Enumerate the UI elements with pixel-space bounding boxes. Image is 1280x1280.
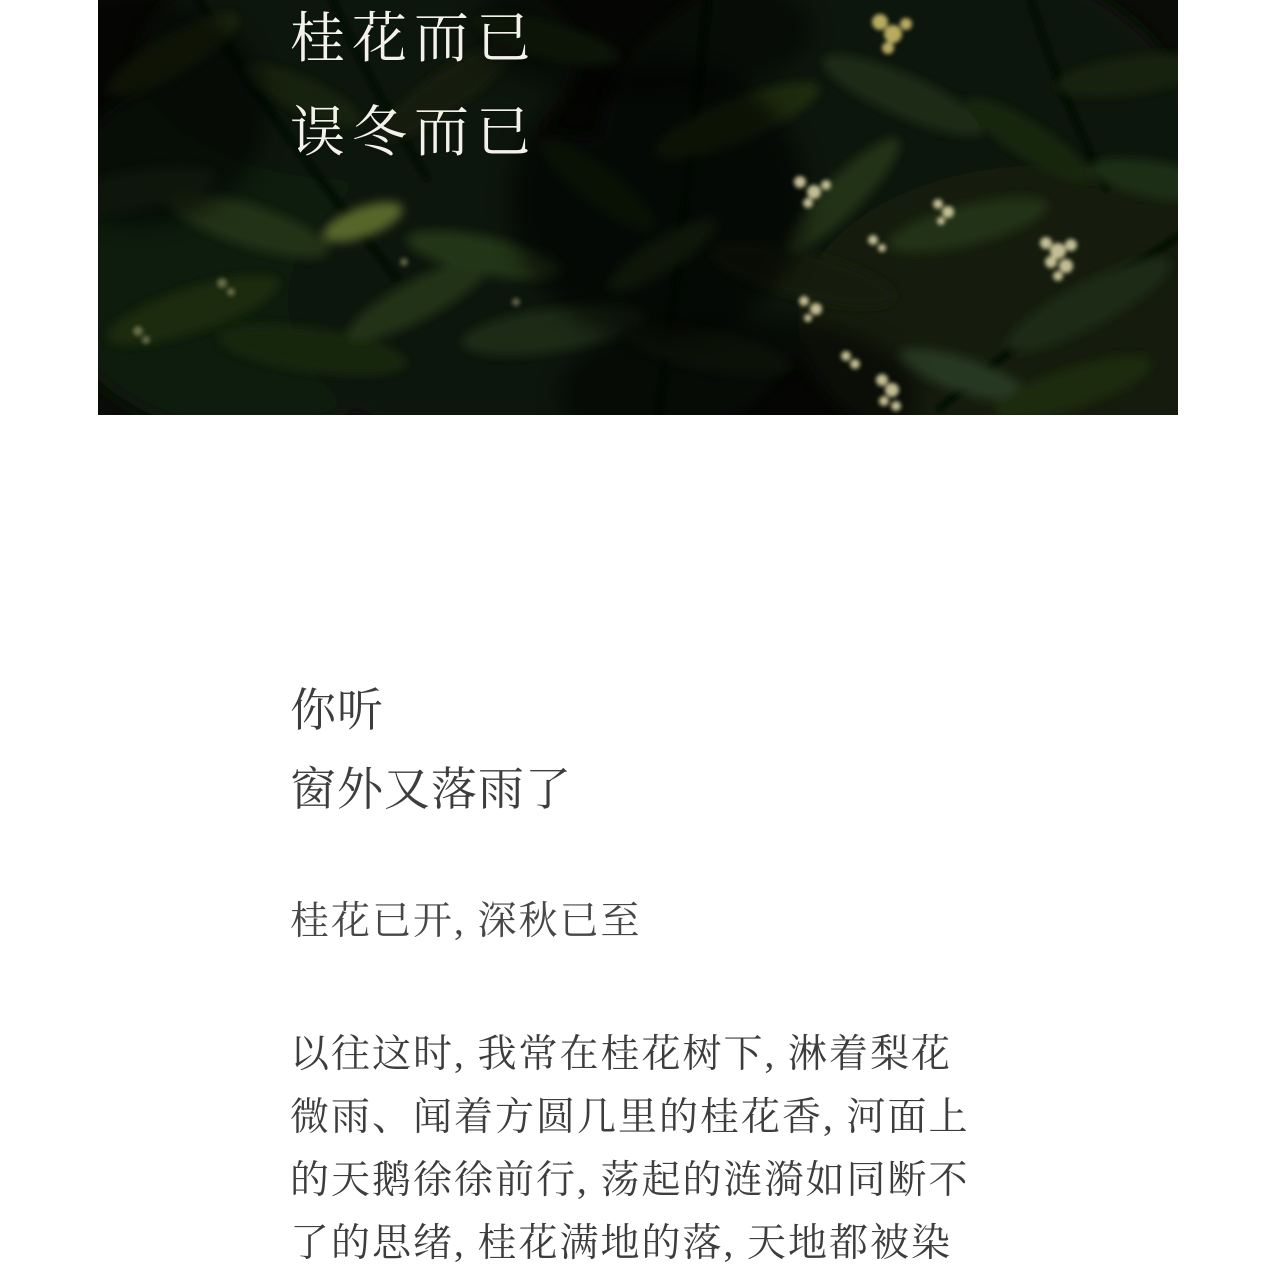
hero-title-line-1: 桂花而已 <box>290 8 539 69</box>
verse-line-2: 窗外又落雨了 <box>290 764 572 815</box>
paragraph-line-4: 了的思绪, 桂花满地的落, 天地都被染 <box>290 1222 953 1265</box>
osmanthus-foliage-illustration <box>98 0 1178 415</box>
hero-title-line-2: 误冬而已 <box>290 102 539 163</box>
hero-photo <box>98 0 1178 415</box>
verse-block <box>290 671 572 829</box>
paragraph-block <box>290 1023 970 1275</box>
paragraph-line-1: 以往这时, 我常在桂花树下, 淋着梨花 <box>290 1033 953 1076</box>
verse-line-1: 你听 <box>290 685 384 736</box>
hero-title <box>290 0 538 180</box>
paragraph-line-3: 的天鹅徐徐前行, 荡起的涟漪如同断不 <box>290 1159 970 1202</box>
paragraph-line-2: 微雨、闻着方圆几里的桂花香, 河面上 <box>290 1096 970 1139</box>
subtitle-line: 桂花已开, 深秋已至 <box>290 900 642 943</box>
